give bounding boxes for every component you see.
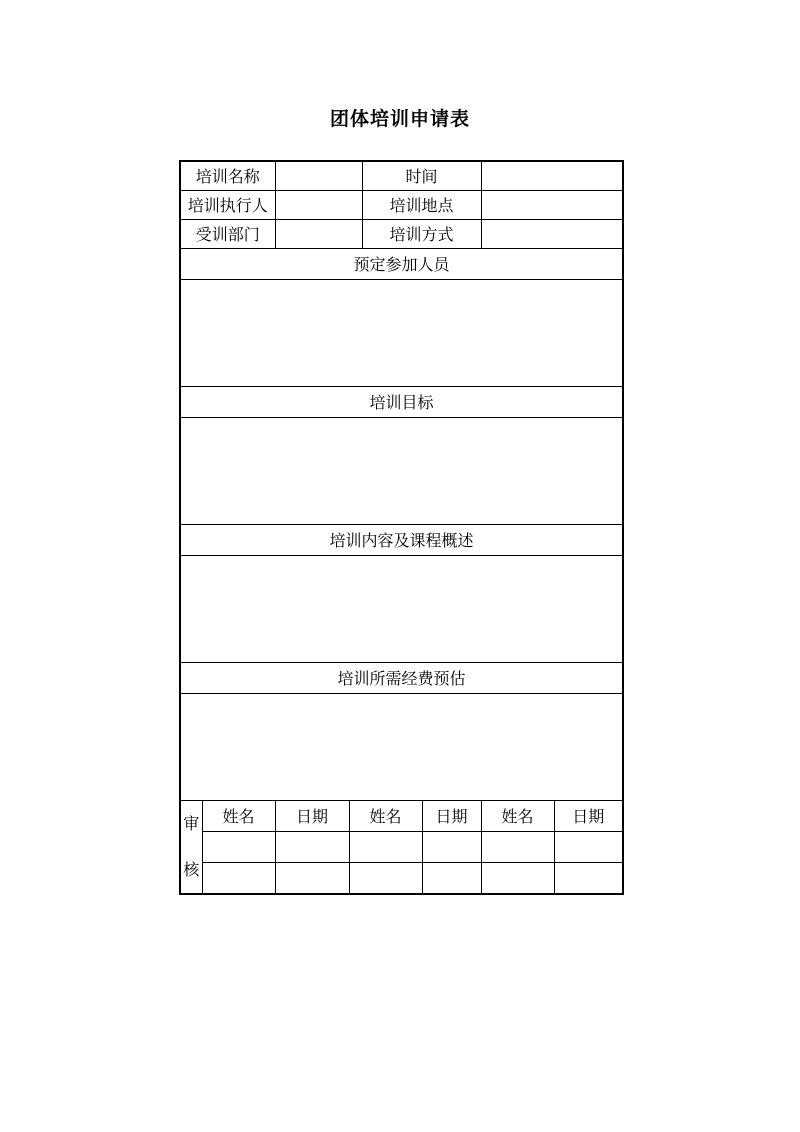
training-name-field[interactable] — [275, 161, 362, 190]
review-cell[interactable] — [349, 831, 422, 862]
executor-field[interactable] — [275, 190, 362, 219]
review-label-char-1: 审 — [183, 813, 200, 833]
basic-info-row-name-time — [180, 161, 623, 190]
time-label: 时间 — [362, 161, 481, 190]
review-cell[interactable] — [481, 862, 554, 893]
review-cell[interactable] — [202, 862, 275, 893]
review-cell[interactable] — [202, 831, 275, 862]
content-overview-header: 培训内容及课程概述 — [180, 524, 623, 555]
review-cell[interactable] — [422, 862, 481, 893]
review-row — [180, 831, 623, 862]
time-field[interactable] — [481, 161, 623, 190]
review-cell[interactable] — [275, 862, 349, 893]
objectives-header: 培训目标 — [180, 386, 623, 417]
review-col-name-1: 姓名 — [202, 800, 275, 831]
budget-field[interactable] — [180, 693, 623, 800]
content-overview-field[interactable] — [180, 555, 623, 662]
review-col-date-3: 日期 — [554, 800, 623, 831]
page-title: 团体培训申请表 — [329, 108, 470, 130]
basic-info-row-department-method — [180, 219, 623, 248]
training-name-label: 培训名称 — [180, 161, 275, 190]
participants-field[interactable] — [180, 279, 623, 386]
method-field[interactable] — [481, 219, 623, 248]
executor-label: 培训执行人 — [180, 190, 275, 219]
review-cell[interactable] — [349, 862, 422, 893]
location-field[interactable] — [481, 190, 623, 219]
review-cell[interactable] — [422, 831, 481, 862]
review-label-char-2: 核 — [183, 859, 200, 879]
department-field[interactable] — [275, 219, 362, 248]
objectives-field[interactable] — [180, 417, 623, 524]
review-cell[interactable] — [554, 862, 623, 893]
budget-header: 培训所需经费预估 — [180, 662, 623, 693]
method-label: 培训方式 — [362, 219, 481, 248]
department-label: 受训部门 — [180, 219, 275, 248]
training-application-form — [179, 160, 624, 895]
review-col-date-1: 日期 — [275, 800, 349, 831]
location-label: 培训地点 — [362, 190, 481, 219]
basic-info-row-executor-location — [180, 190, 623, 219]
review-cell[interactable] — [481, 831, 554, 862]
review-header-row — [180, 800, 623, 831]
review-row — [180, 862, 623, 893]
review-col-name-2: 姓名 — [349, 800, 422, 831]
review-col-date-2: 日期 — [422, 800, 481, 831]
participants-header: 预定参加人员 — [180, 248, 623, 279]
review-cell[interactable] — [275, 831, 349, 862]
review-label — [180, 800, 202, 894]
review-cell[interactable] — [554, 831, 623, 862]
review-col-name-3: 姓名 — [481, 800, 554, 831]
